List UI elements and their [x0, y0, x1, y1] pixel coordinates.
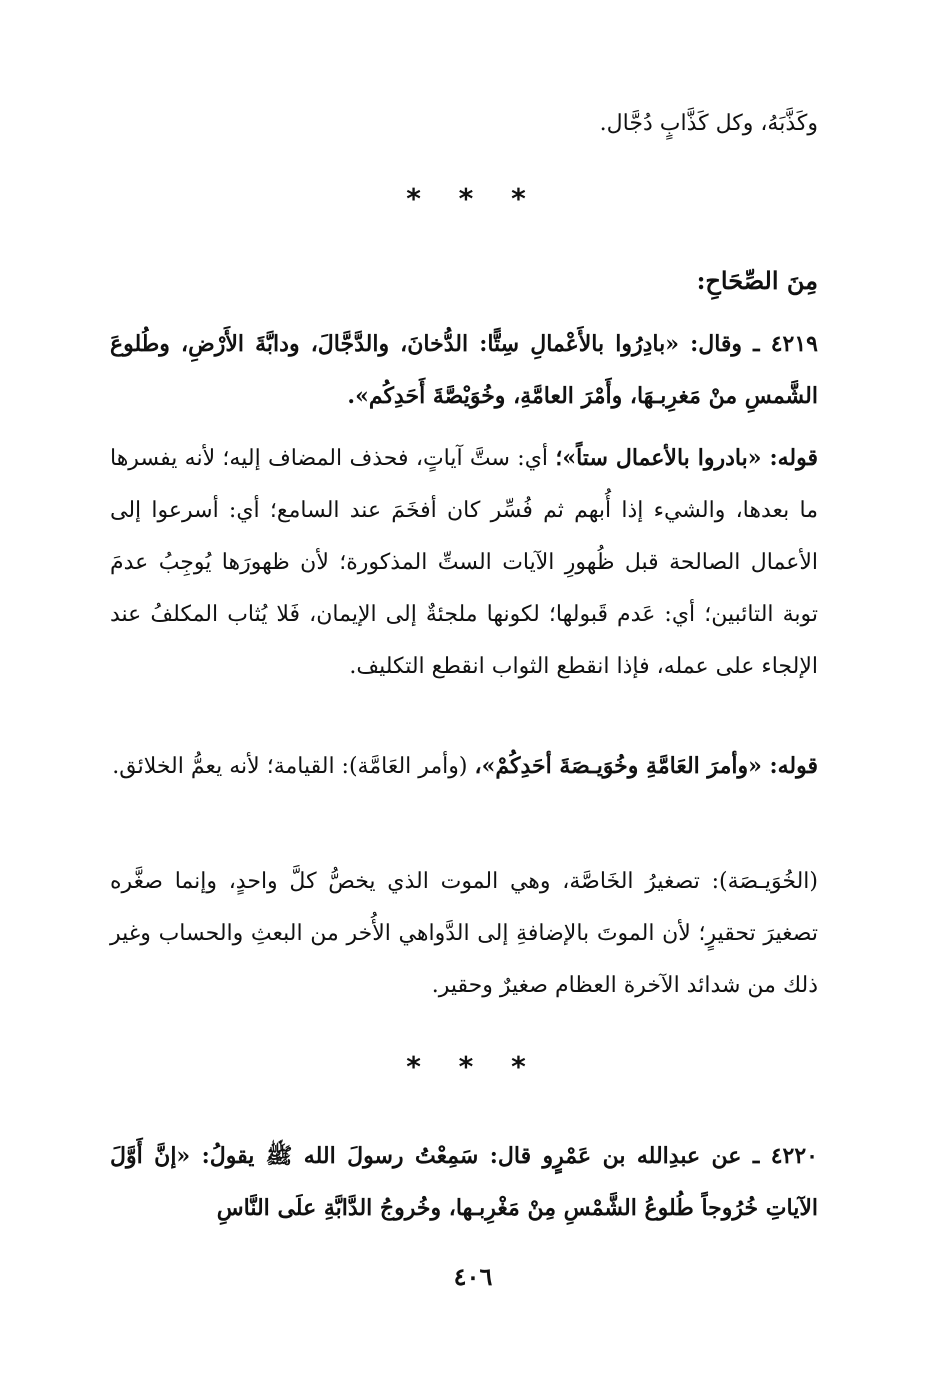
- commentary-text: (وأمر العَامَّة): القيامة؛ لأنه يعمُّ الخلائق.: [112, 754, 475, 779]
- section-heading: مِنَ الصِّحَاحِ:: [696, 266, 818, 295]
- continuation-line: وكَذَّبَهُ، وكل كَذَّابٍ دُجَّال.: [599, 111, 818, 136]
- commentary-paragraph-3: (الخُوَيـصَة): تصغيرُ الخَاصَّة، وهي الموت الذي يخصُّ كلَّ واحدٍ، وإنما صغَّره تصغيرَ تحقيرٍ؛ لأن الموتَ بالإضافةِ إلى الدَّواهي الأُخر من البعثِ والحساب وغير ذلك من شدائد الآخرة العظام صغيرٌ وحقير.: [110, 869, 818, 998]
- commentary-paragraph-1: [110, 432, 818, 693]
- commentary-paragraph-2: [110, 740, 818, 793]
- commentary-quote: قوله: «بادروا بالأعمال ستاً»؛: [555, 445, 818, 471]
- commentary-quote: قوله: «وأمرَ العَامَّةِ وخُوَيـصَةَ أحَدِكُمْ»،: [474, 753, 818, 779]
- page-number: ٤٠٦: [453, 1262, 493, 1291]
- commentary-text: أي: ستَّ آياتٍ، فحذف المضاف إليه؛ لأنه يفسرها ما بعدها، والشيء إذا أُبهم ثم فُسِّر كان أفخَمَ عند السامع؛ أي: أسرعوا إلى الأعمال الصالحة قبل ظُهورِ الآيات الستِّ المذكورة؛ لأن ظهورَها يُوجِبُ عدمَ توبة التائبين؛ أي: عَدم قَبولها؛ لكونها ملجئةٌ إلى الإيمان، فَلا يُثاب المكلفُ عند الإلجاء على عمله، فإذا انقطع الثواب انقطع التكليف.: [110, 446, 818, 679]
- hadith-4220: ٤٢٢٠ ـ عن عبدِالله بن عَمْرٍو قال: سَمِعْتُ رسولَ الله ﷺ يقولُ: «إنَّ أَوَّلَ الآياتِ خُرُوجاً طُلوعُ الشَّمْسِ مِنْ مَغْرِبـها، وخُروجُ الدَّابَّةِ علَى النَّاسِ: [110, 1143, 818, 1221]
- hadith-4219: ٤٢١٩ ـ وقال: «بادِرُوا بالأَعْمالِ سِتًّا: الدُّخانَ، والدَّجَّالَ، ودابَّةَ الأَرْضِ، وطُلوعَ الشَّمسِ منْ مَغرِبـهَا، وأَمْرَ العامَّةِ، وخُوَيْصَّةَ أَحَدِكُم».: [110, 331, 818, 409]
- section-separator: * * *: [406, 182, 540, 215]
- section-separator: * * *: [406, 1050, 540, 1083]
